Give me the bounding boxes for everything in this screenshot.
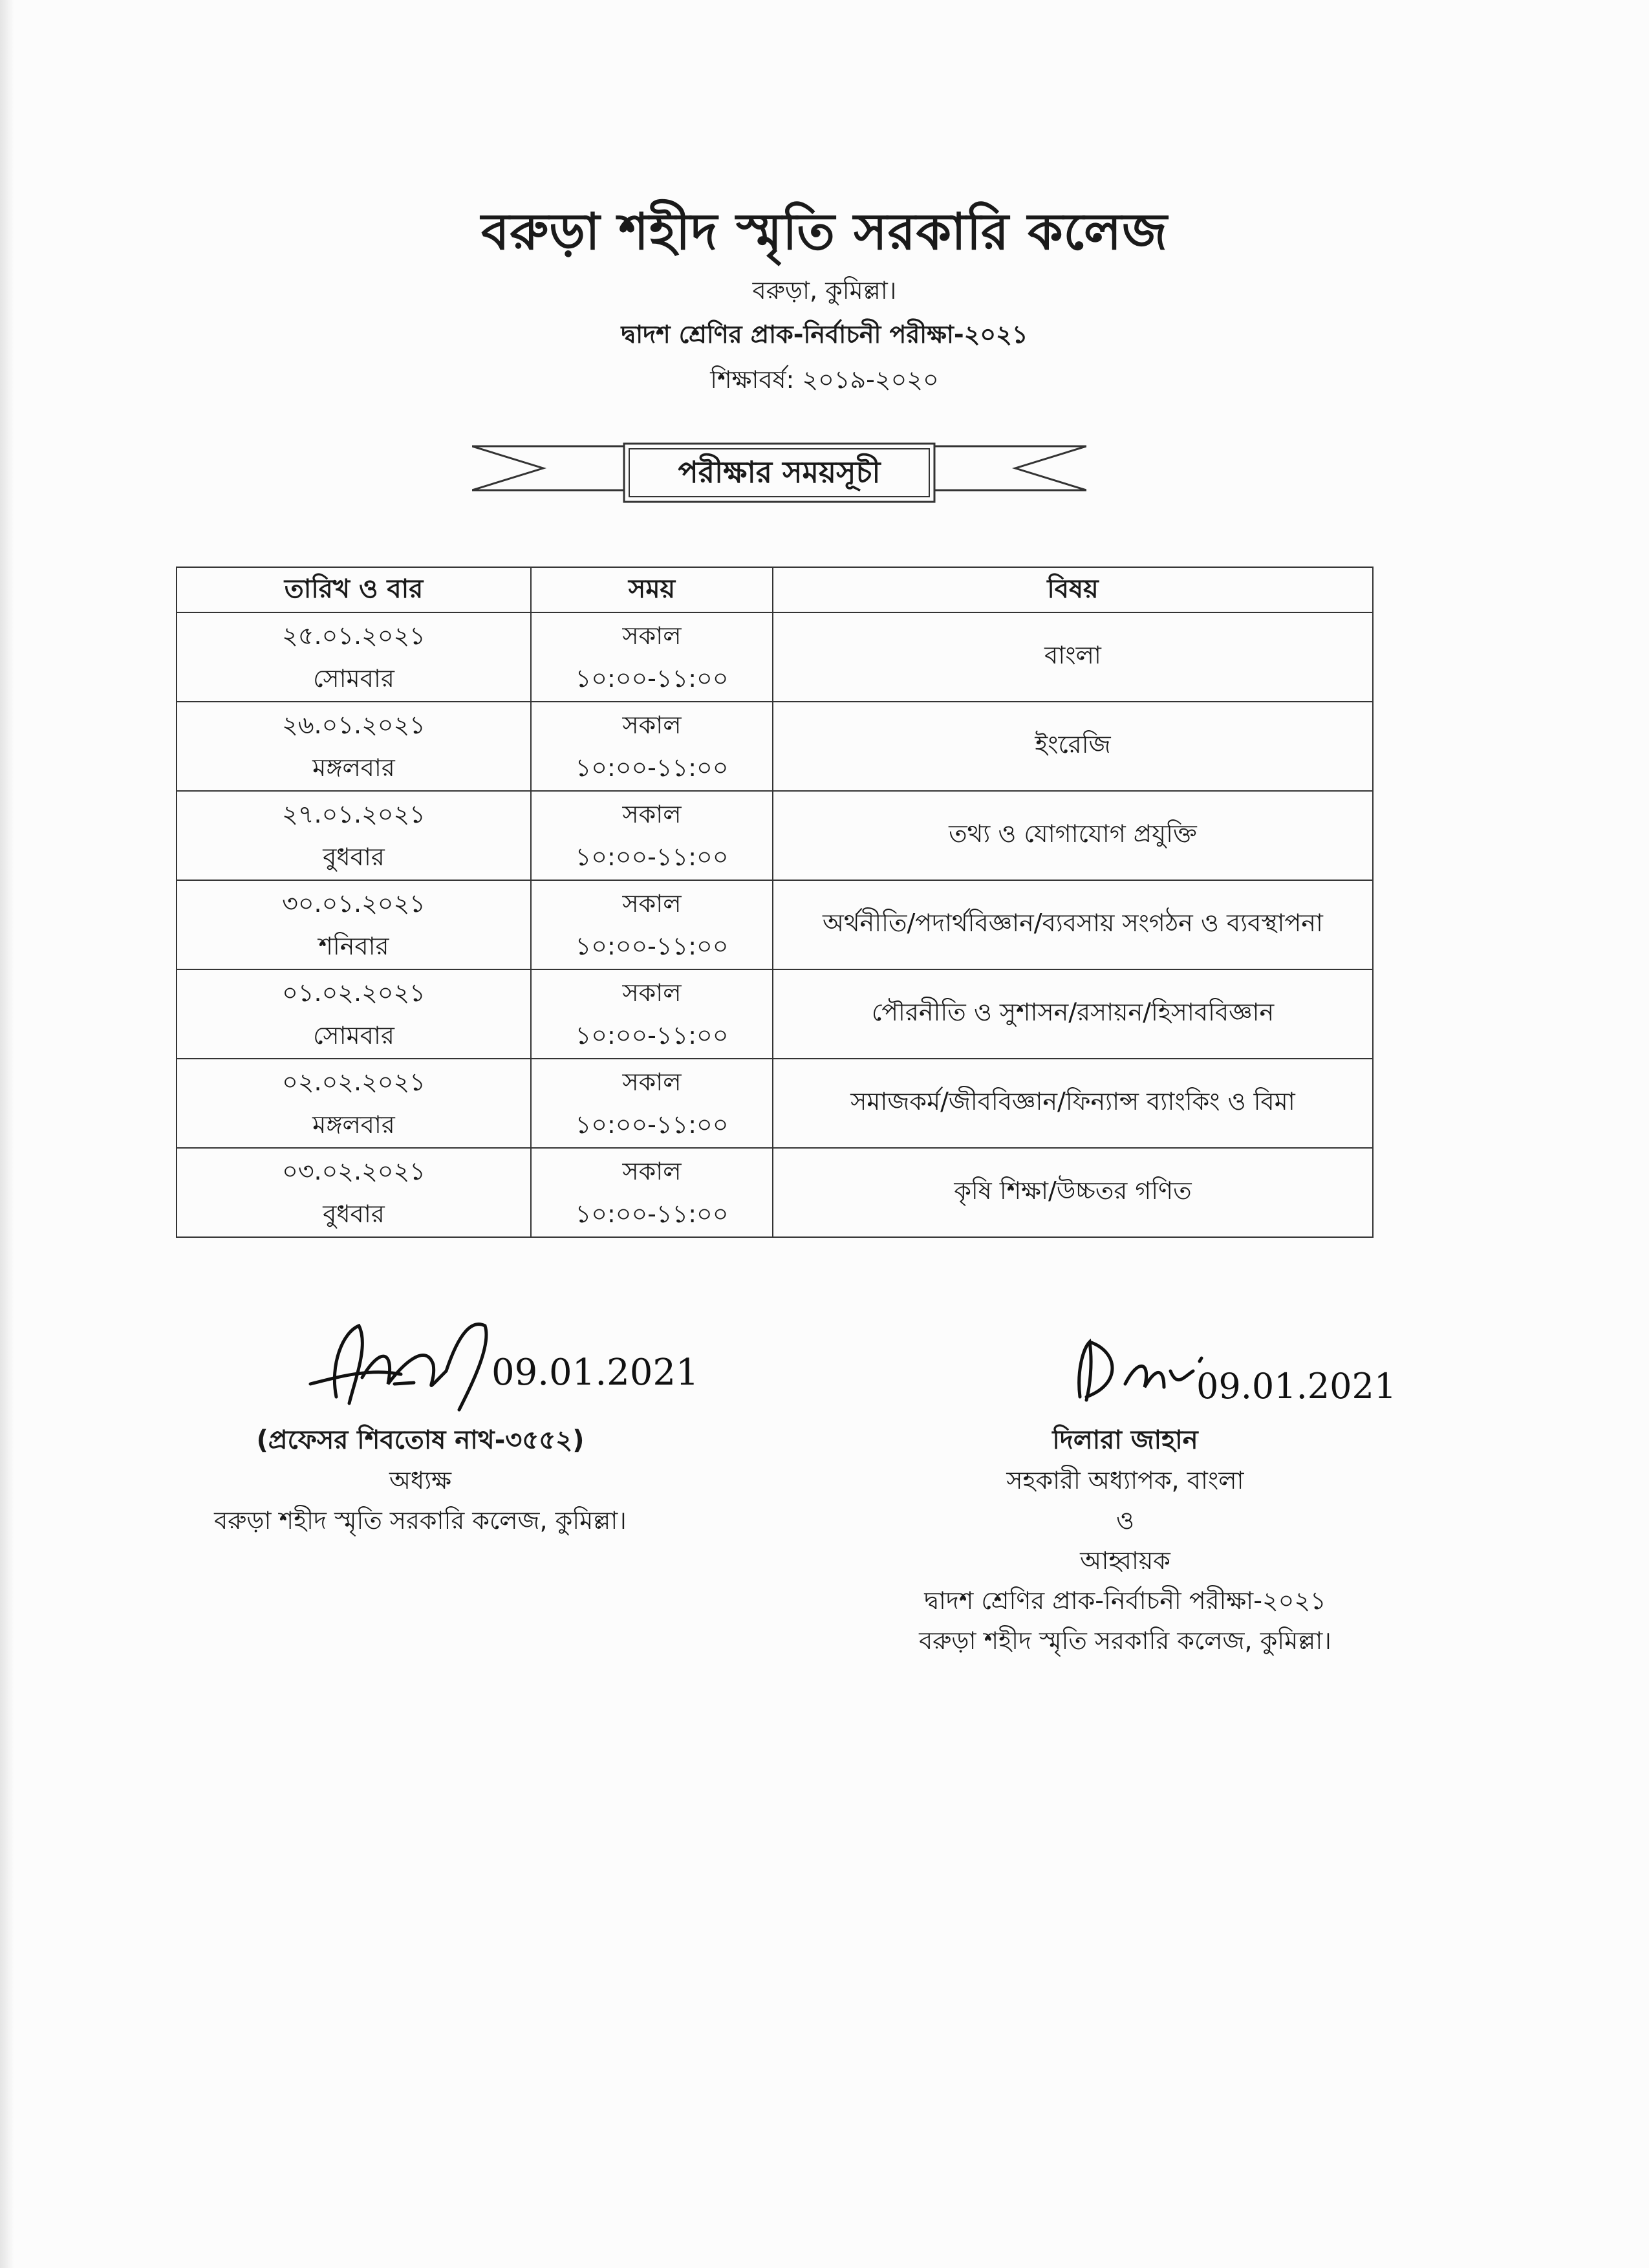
exam-time: ১০:০০-১১:০০ — [575, 1110, 729, 1139]
exam-shift: সকাল — [622, 711, 682, 739]
time-cell — [531, 1148, 773, 1237]
exam-time: ১০:০০-১১:০০ — [575, 932, 729, 960]
subject-cell: তথ্য ও যোগাযোগ প্রযুক্তি — [773, 791, 1373, 880]
header-date-day: তারিখ ও বার — [177, 567, 531, 612]
exam-day: মঙ্গলবার — [312, 1110, 395, 1139]
exam-day: শনিবার — [318, 932, 389, 960]
table-row — [177, 1059, 1373, 1148]
convener-conjunction: ও — [1116, 1506, 1134, 1535]
table-row — [177, 612, 1373, 702]
time-cell — [531, 612, 773, 702]
exam-time: ১০:০০-১১:০০ — [575, 843, 729, 871]
exam-date: ০২.০২.২০২১ — [282, 1068, 426, 1096]
header-time: সময় — [531, 567, 773, 612]
principal-signature — [297, 1306, 504, 1416]
principal-designation: অধ্যক্ষ — [389, 1466, 451, 1495]
convener-block — [867, 1420, 1384, 1661]
table-row — [177, 791, 1373, 880]
exam-day: সোমবার — [313, 1021, 394, 1050]
subject-cell: সমাজকর্ম/জীববিজ্ঞান/ফিন্যান্স ব্যাংকিং ও বিমা — [773, 1059, 1373, 1148]
date-day-cell — [177, 1148, 531, 1237]
time-cell — [531, 1059, 773, 1148]
date-day-cell — [177, 880, 531, 969]
exam-day: বুধবার — [323, 1200, 385, 1228]
exam-shift: সকাল — [622, 978, 682, 1007]
header-subject: বিষয় — [773, 567, 1373, 612]
subject-cell: অর্থনীতি/পদার্থবিজ্ঞান/ব্যবসায় সংগঠন ও ব্যবস্থাপনা — [773, 880, 1373, 969]
exam-shift: সকাল — [622, 800, 682, 828]
principal-institution: বরুড়া শহীদ স্মৃতি সরকারি কলেজ, কুমিল্লা। — [214, 1506, 627, 1535]
subject-cell: পৌরনীতি ও সুশাসন/রসায়ন/হিসাববিজ্ঞান — [773, 969, 1373, 1059]
exam-day: সোমবার — [313, 664, 394, 693]
principal-name: (প্রফেসর শিবতোষ নাথ-৩৫৫২) — [256, 1425, 585, 1455]
subject-cell: ইংরেজি — [773, 702, 1373, 791]
exam-time: ১০:০০-১১:০০ — [575, 1200, 729, 1228]
table-row — [177, 880, 1373, 969]
date-day-cell — [177, 969, 531, 1059]
principal-signature-date: 09.01.2021 — [491, 1352, 699, 1394]
exam-day: বুধবার — [323, 843, 385, 871]
exam-date: ২৭.০১.২০২১ — [282, 800, 426, 828]
college-title: বরুড়া শহীদ স্মৃতি সরকারি কলেজ — [481, 203, 1168, 261]
table-row — [177, 702, 1373, 791]
date-day-cell — [177, 791, 531, 880]
principal-block — [155, 1420, 685, 1540]
date-day-cell — [177, 702, 531, 791]
time-cell — [531, 791, 773, 880]
subject-cell: কৃষি শিক্ষা/উচ্চতর গণিত — [773, 1148, 1373, 1237]
exam-shift: সকাল — [622, 621, 682, 650]
exam-date: ০১.০২.২০২১ — [282, 978, 426, 1007]
exam-day: মঙ্গলবার — [312, 753, 395, 782]
time-cell — [531, 969, 773, 1059]
convener-signature-date: 09.01.2021 — [1196, 1366, 1397, 1407]
exam-shift: সকাল — [622, 1157, 682, 1185]
convener-institution: বরুড়া শহীদ স্মৃতি সরকারি কলেজ, কুমিল্লা। — [919, 1626, 1331, 1655]
date-day-cell — [177, 1059, 531, 1148]
exam-date: ২৬.০১.২০২১ — [282, 711, 426, 739]
subject-cell: বাংলা — [773, 612, 1373, 702]
convener-designation: সহকারী অধ্যাপক, বাংলা — [1006, 1466, 1244, 1495]
time-cell — [531, 880, 773, 969]
convener-name: দিলারা জাহান — [1052, 1425, 1198, 1455]
exam-schedule-table — [176, 567, 1374, 1238]
table-row — [177, 1148, 1373, 1237]
exam-date: ৩০.০১.২০২১ — [282, 889, 426, 918]
schedule-title-ribbon — [472, 435, 1086, 512]
schedule-title: পরীক্ষার সময়সূচী — [678, 455, 881, 490]
exam-shift: সকাল — [622, 1068, 682, 1096]
exam-date: ২৫.০১.২০২১ — [282, 621, 426, 650]
college-location: বরুড়া, কুমিল্লা। — [752, 276, 897, 305]
exam-time: ১০:০০-১১:০০ — [575, 1021, 729, 1050]
time-cell — [531, 702, 773, 791]
table-row — [177, 969, 1373, 1059]
date-day-cell — [177, 612, 531, 702]
academic-session: শিক্ষাবর্ষ: ২০১৯-২০২০ — [710, 365, 939, 394]
exam-date: ০৩.০২.২০২১ — [282, 1157, 426, 1185]
exam-shift: সকাল — [622, 889, 682, 918]
convener-exam-name: দ্বাদশ শ্রেণির প্রাক-নির্বাচনী পরীক্ষা-২০২১ — [924, 1586, 1326, 1615]
exam-time: ১০:০০-১১:০০ — [575, 664, 729, 693]
exam-time: ১০:০০-১১:০০ — [575, 753, 729, 782]
table-header-row — [177, 567, 1373, 612]
convener-role: আহ্বায়ক — [1080, 1546, 1170, 1575]
exam-name: দ্বাদশ শ্রেণির প্রাক-নির্বাচনী পরীক্ষা-২০২১ — [621, 320, 1028, 349]
